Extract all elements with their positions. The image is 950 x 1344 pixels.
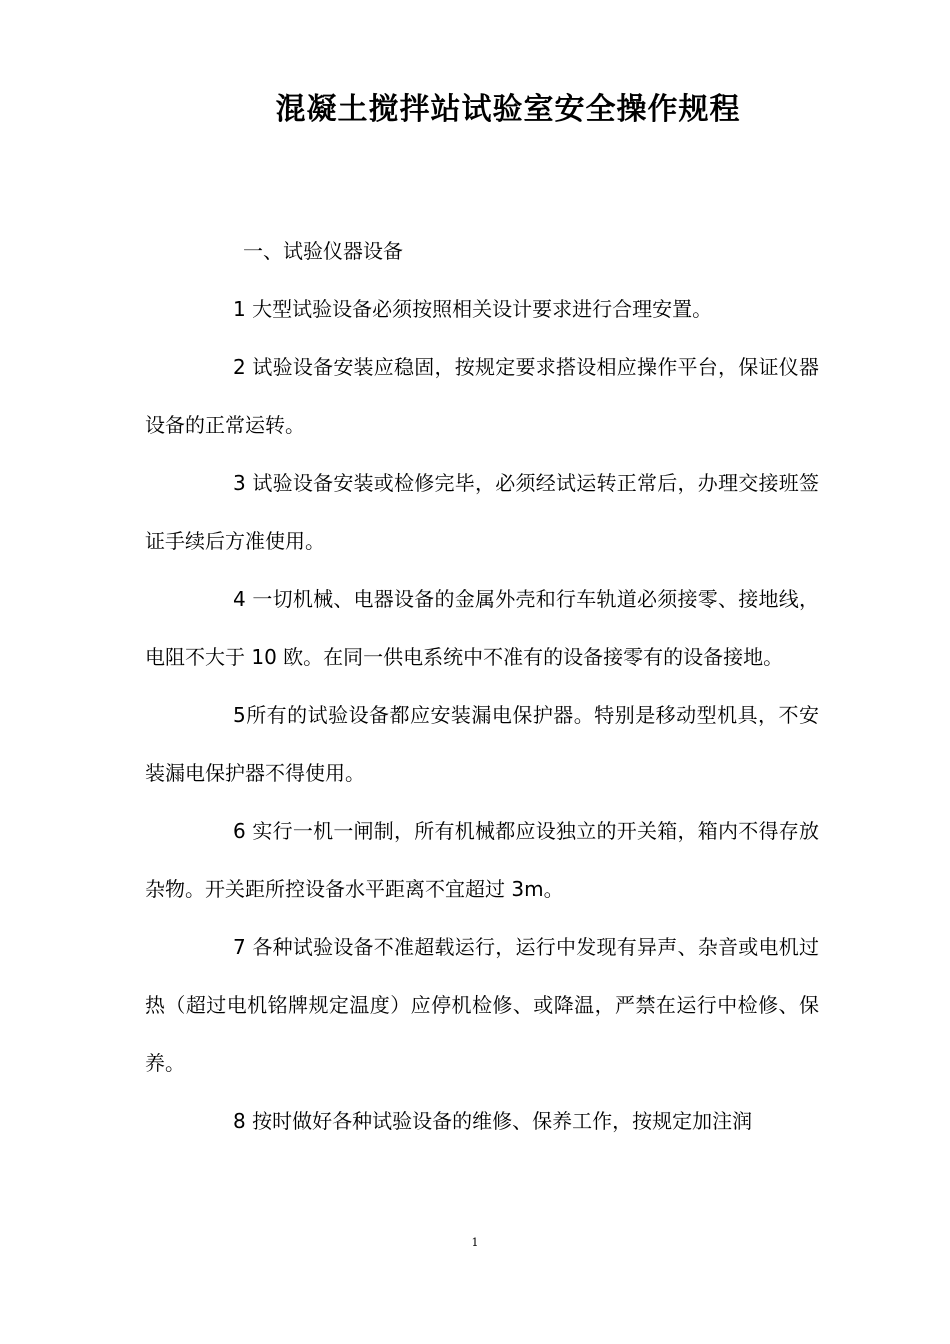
paragraph-5: 5所有的试验设备都应安装漏电保护器。特别是移动型机具，不安装漏电保护器不得使用。 [145,703,819,785]
paragraph-6: 6 实行一机一闸制，所有机械都应设独立的开关箱，箱内不得存放杂物。开关距所控设备水平距离不宜超过 3m。 [145,819,819,901]
paragraph-8: 8 按时做好各种试验设备的维修、保养工作，按规定加注润 [233,1109,753,1133]
paragraph-2: 2 试验设备安装应稳固，按规定要求搭设相应操作平台，保证仪器设备的正常运转。 [145,355,819,437]
document-body [145,222,819,1150]
page-number: 1 [471,1236,479,1249]
section-heading: 一、试验仪器设备 [243,239,403,263]
paragraph-3: 3 试验设备安装或检修完毕，必须经试运转正常后，办理交接班签证手续后方准使用。 [145,471,819,553]
paragraph-1: 1 大型试验设备必须按照相关设计要求进行合理安置。 [233,297,713,321]
paragraph-7: 7 各种试验设备不准超载运行，运行中发现有异声、杂音或电机过热（超过电机铭牌规定温度）应停机检修、或降温，严禁在运行中检修、保养。 [145,935,819,1075]
paragraph-4: 4 一切机械、电器设备的金属外壳和行车轨道必须接零、接地线，电阻不大于 10 欧。在同一供电系统中不准有的设备接零有的设备接地。 [145,587,819,669]
document-title: 混凝土搅拌站试验室安全操作规程 [275,92,741,127]
